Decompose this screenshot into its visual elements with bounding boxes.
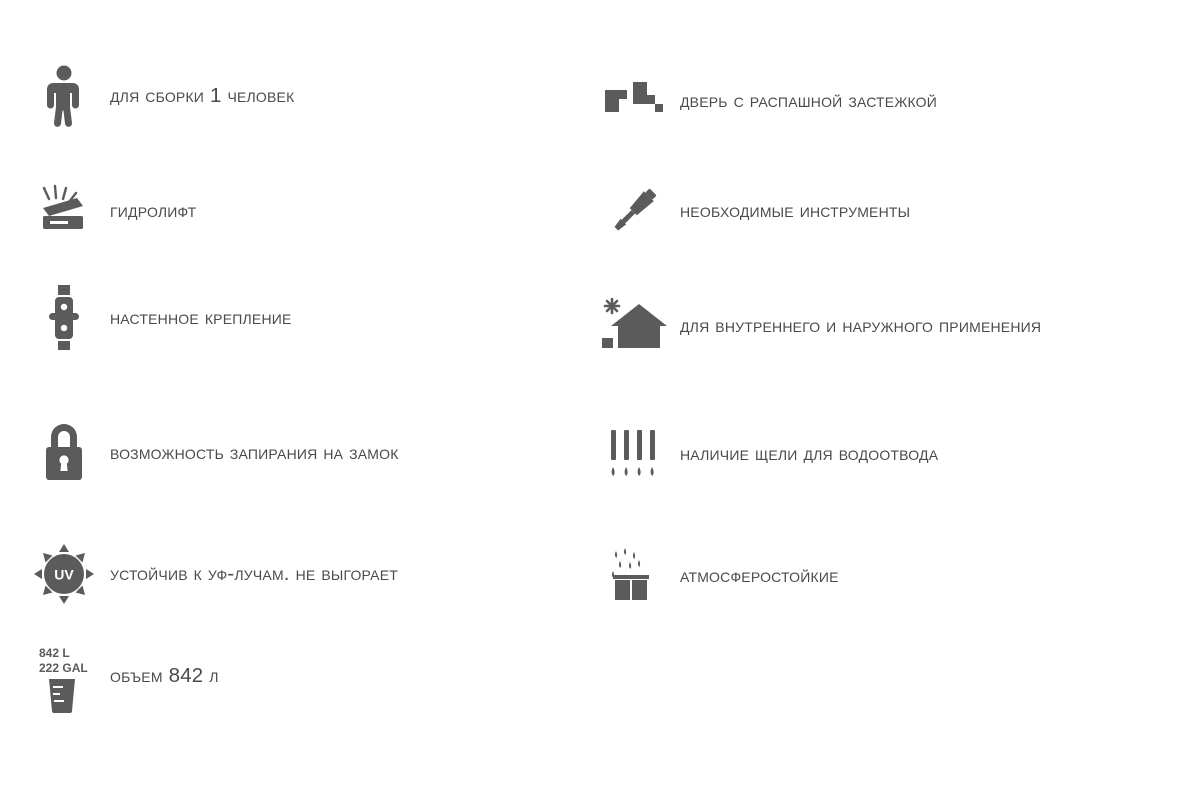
screwdriver-icon	[598, 175, 670, 247]
feature-item-swing-door	[598, 65, 937, 137]
padlock-icon	[28, 417, 100, 489]
feature-label: устойчив к уф-лучам. не выгорает	[110, 561, 398, 585]
feature-label: необходимые инструменты	[680, 198, 911, 222]
feature-label: для внутреннего и наружного применения	[680, 313, 1042, 337]
feature-label: атмосферостойкие	[680, 563, 839, 587]
volume-liters-text: 842 L	[39, 646, 70, 660]
feature-item-drainage	[598, 418, 938, 490]
feature-item-wall-mount	[28, 282, 292, 354]
feature-item-padlock	[28, 417, 399, 489]
feature-item-indoor-outdoor	[598, 290, 1041, 362]
feature-item-hydraulic-lift	[28, 175, 196, 247]
weather-resistant-icon	[598, 540, 670, 612]
feature-label: возможность запирания на замок	[110, 440, 399, 464]
feature-item-tools	[598, 175, 910, 247]
volume-measure-icon	[28, 640, 100, 712]
wall-mount-icon	[28, 282, 100, 354]
feature-item-uv-resistant	[28, 538, 398, 610]
hydraulic-lift-icon	[28, 175, 100, 247]
drainage-slot-icon	[598, 418, 670, 490]
feature-label: для сборки 1 человек	[110, 83, 295, 107]
swing-door-icon	[598, 65, 670, 137]
indoor-outdoor-house-icon	[598, 290, 670, 362]
person-icon	[28, 60, 100, 132]
feature-label: объем 842 л	[110, 663, 219, 687]
volume-gallons-text: 222 GAL	[39, 661, 88, 675]
uv-icon-text: UV	[54, 566, 74, 583]
uv-resistant-icon	[28, 538, 100, 610]
feature-label: гидролифт	[110, 198, 197, 222]
feature-label: наличие щели для водоотвода	[680, 441, 939, 465]
feature-item-person	[28, 60, 294, 132]
feature-item-weather-resistant	[598, 540, 839, 612]
feature-item-volume	[28, 640, 219, 712]
feature-label: дверь с распашной застежкой	[680, 88, 938, 112]
feature-label: настенное крепление	[110, 305, 292, 329]
